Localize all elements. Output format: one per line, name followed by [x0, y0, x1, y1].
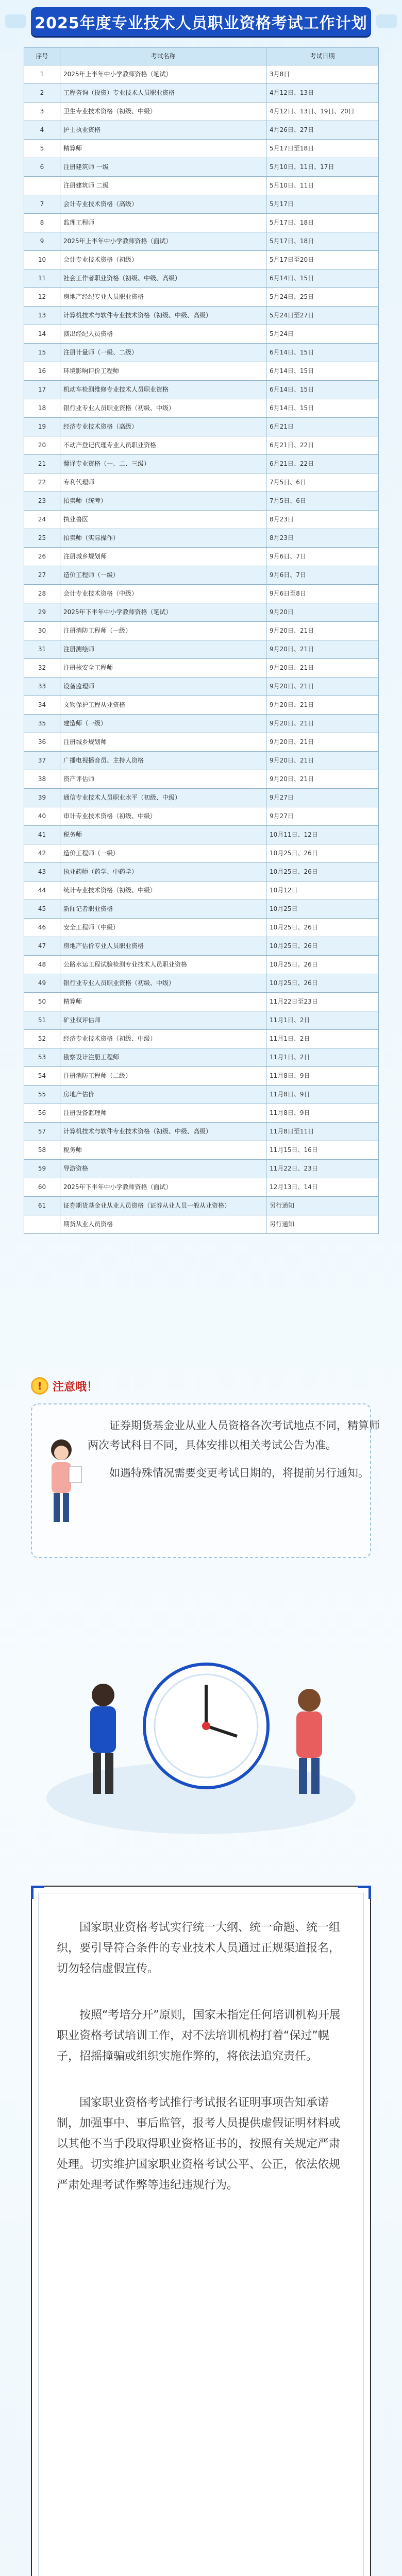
table-row	[24, 251, 379, 269]
cell-exam-date: 9月20日、21日	[266, 770, 379, 789]
cell-exam-date: 10月25日	[266, 900, 379, 919]
cell-exam-name: 监理工程师	[60, 214, 266, 232]
cell-exam-date: 4月12日、13日、19日、20日	[266, 103, 379, 121]
cell-number: 31	[24, 640, 60, 659]
cell-exam-name: 房地产经纪专业人员职业资格	[60, 288, 266, 307]
cell-exam-name: 注册设备监理师	[60, 1104, 266, 1123]
cell-exam-date: 11月8日、9日	[266, 1086, 379, 1104]
cell-exam-date: 10月25日、26日	[266, 937, 379, 956]
table-row	[24, 548, 379, 566]
table-row	[24, 1123, 379, 1141]
table-row	[24, 473, 379, 492]
cell-number: 2	[24, 84, 60, 103]
table-row	[24, 863, 379, 882]
cell-exam-date: 9月20日、21日	[266, 733, 379, 752]
frame-paragraph-2: 按照“考培分开”原则，国家未指定任何培训机构开展职业资格考试培训工作，对不法培训机构打着“保过”幌子，招摇撞骗或组织实施作弊的，将依法追究责任。	[57, 2009, 341, 2063]
cell-exam-date: 11月1日、2日	[266, 1011, 379, 1030]
cell-number: 61	[24, 1197, 60, 1215]
table-row	[24, 1160, 379, 1178]
cell-exam-name: 注册城乡规划师	[60, 733, 266, 752]
cell-exam-name: 2025年下半年中小学教师资格（笔试）	[60, 603, 266, 622]
table-row	[24, 362, 379, 381]
cell-exam-name: 证券期货基金业从业人员资格（证券从业人员一般从业资格）	[60, 1197, 266, 1215]
cell-exam-name: 造价工程师（一级）	[60, 566, 266, 585]
cell-number: 1	[24, 65, 60, 84]
table-row	[24, 770, 379, 789]
cell-exam-date: 11月8日、9日	[266, 1067, 379, 1086]
cell-exam-date: 5月10日、11日、17日	[266, 158, 379, 177]
cell-number: 41	[24, 826, 60, 844]
cell-exam-name: 精算师	[60, 993, 266, 1011]
cell-number: 14	[24, 325, 60, 344]
cell-exam-date: 5月24日至27日	[266, 307, 379, 325]
cell-exam-name: 房地产估价	[60, 1086, 266, 1104]
cell-exam-name: 环境影响评价工程师	[60, 362, 266, 381]
table-row	[24, 919, 379, 937]
cell-number: 19	[24, 418, 60, 436]
notice-heading-text: 注意哦！	[53, 1380, 98, 1394]
cell-exam-date: 11月22日、23日	[266, 1160, 379, 1178]
table-row	[24, 585, 379, 603]
cell-exam-date: 4月12日、13日	[266, 84, 379, 103]
cell-number: 45	[24, 900, 60, 919]
table-row	[24, 640, 379, 659]
cell-number: 15	[24, 344, 60, 362]
cell-number: 36	[24, 733, 60, 752]
cell-exam-date: 9月20日、21日	[266, 752, 379, 770]
cell-exam-name: 拍卖师（统考）	[60, 492, 266, 511]
cell-exam-date: 11月8日、9日	[266, 1104, 379, 1123]
table-row	[24, 882, 379, 900]
lightbulb-icon: !	[31, 1377, 48, 1395]
cell-number: 10	[24, 251, 60, 269]
cell-exam-name: 注册核安全工程师	[60, 659, 266, 677]
cell-exam-date: 6月21日、22日	[266, 436, 379, 455]
frame-corner-top-right	[358, 1886, 371, 1899]
cell-exam-date: 5月17日至18日	[266, 140, 379, 158]
cell-number: 13	[24, 307, 60, 325]
cell-exam-date: 9月20日、21日	[266, 677, 379, 696]
table-row	[24, 529, 379, 548]
cell-exam-date: 另行通知	[266, 1197, 379, 1215]
table-row	[24, 974, 379, 993]
table-row	[24, 269, 379, 288]
table-row	[24, 399, 379, 418]
table-row	[24, 1067, 379, 1086]
cell-number: 33	[24, 677, 60, 696]
cell-exam-name: 执业药师（药学、中药学）	[60, 863, 266, 882]
cell-exam-name: 房地产估价专业人员职业资格	[60, 937, 266, 956]
cell-exam-name: 注册测绘师	[60, 640, 266, 659]
cell-number: 52	[24, 1030, 60, 1048]
cell-exam-name: 新闻记者职业资格	[60, 900, 266, 919]
cell-exam-name: 会计专业技术资格（中级）	[60, 585, 266, 603]
cell-exam-name: 注册消防工程师（二级）	[60, 1067, 266, 1086]
table-row	[24, 752, 379, 770]
cell-number: 11	[24, 269, 60, 288]
table-row	[24, 158, 379, 177]
table-row	[24, 455, 379, 473]
cell-exam-name: 注册建筑师 二级	[60, 177, 266, 195]
cell-number: 46	[24, 919, 60, 937]
exam-schedule-table	[24, 47, 379, 1234]
cell-exam-name: 卫生专业技术资格（初级、中级）	[60, 103, 266, 121]
cell-exam-date: 11月22日至23日	[266, 993, 379, 1011]
cell-exam-date: 6月14日、15日	[266, 381, 379, 399]
cell-number: 56	[24, 1104, 60, 1123]
cell-exam-name: 经济专业技术资格（初级、中级）	[60, 1030, 266, 1048]
cell-exam-name: 文物保护工程从业资格	[60, 696, 266, 715]
cell-number: 47	[24, 937, 60, 956]
cell-exam-date: 10月12日	[266, 882, 379, 900]
cell-number: 30	[24, 622, 60, 640]
cell-exam-date: 9月20日、21日	[266, 696, 379, 715]
cell-exam-date: 9月20日、21日	[266, 659, 379, 677]
column-header-exam-name: 考试名称	[60, 48, 266, 65]
cell-exam-name: 执业兽医	[60, 511, 266, 529]
table-header-row	[24, 48, 379, 65]
cell-exam-name: 计算机技术与软件专业技术资格（初级、中级、高级）	[60, 307, 266, 325]
cell-exam-date: 5月17日、18日	[266, 214, 379, 232]
cell-exam-date: 6月21日、22日	[266, 455, 379, 473]
table-row	[24, 1048, 379, 1067]
cell-exam-name: 会计专业技术资格（初级）	[60, 251, 266, 269]
table-row	[24, 325, 379, 344]
table-row	[24, 65, 379, 84]
cell-exam-name: 税务师	[60, 826, 266, 844]
frame-paragraph-3: 国家职业资格考试推行考试报名证明事项告知承诺制，加强事中、事后监管，报考人员提供虚假证明材料或以其他不当手段取得职业资格证书的，按照有关规定严肃处理。切实维护国家职业资格考试公平、公正，依法依规严肃处理考试作弊等违纪违规行为。	[57, 2096, 341, 2192]
cell-exam-date: 10月25日、26日	[266, 919, 379, 937]
cell-exam-name: 设备监理师	[60, 677, 266, 696]
cell-number: 58	[24, 1141, 60, 1160]
cell-exam-name: 公路水运工程试验检测专业技术人员职业资格	[60, 956, 266, 974]
cell-exam-date: 11月15日、16日	[266, 1141, 379, 1160]
cell-exam-date: 9月27日	[266, 789, 379, 807]
table-row	[24, 121, 379, 140]
cell-number	[24, 177, 60, 195]
cell-exam-name: 注册计量师（一级、二级）	[60, 344, 266, 362]
cell-number: 59	[24, 1160, 60, 1178]
cell-exam-name: 税务师	[60, 1141, 266, 1160]
cell-number: 51	[24, 1011, 60, 1030]
table-row	[24, 622, 379, 640]
cell-exam-date: 10月25日、26日	[266, 863, 379, 882]
cell-exam-name: 计算机技术与软件专业技术资格（初级、中级、高级）	[60, 1123, 266, 1141]
cell-number: 5	[24, 140, 60, 158]
cell-number: 34	[24, 696, 60, 715]
table-row	[24, 232, 379, 251]
frame-body	[57, 1918, 347, 2222]
cell-exam-date: 5月17日、18日	[266, 232, 379, 251]
cell-number: 32	[24, 659, 60, 677]
cell-number: 48	[24, 956, 60, 974]
cell-exam-name: 精算师	[60, 140, 266, 158]
cell-exam-name: 银行业专业人员职业资格（初级、中级）	[60, 399, 266, 418]
table-row	[24, 84, 379, 103]
cell-number: 44	[24, 882, 60, 900]
table-row	[24, 214, 379, 232]
notice-paragraph-1: 证券期货基金业从业人员资格各次考试地点不同，精算师两次考试科目不同，具体安排以相关考试公告为准。	[88, 1419, 380, 1451]
cell-number: 35	[24, 715, 60, 733]
table-row	[24, 195, 379, 214]
cell-exam-date: 10月11日、12日	[266, 826, 379, 844]
cell-number: 3	[24, 103, 60, 121]
cell-exam-name: 注册城乡规划师	[60, 548, 266, 566]
cell-exam-date: 3月8日	[266, 65, 379, 84]
cell-number: 25	[24, 529, 60, 548]
cell-exam-date: 9月6日、7日	[266, 548, 379, 566]
cell-exam-name: 工程咨询（投资）专业技术人员职业资格	[60, 84, 266, 103]
cell-exam-date: 5月17日	[266, 195, 379, 214]
cell-exam-name: 机动车检测维修专业技术人员职业资格	[60, 381, 266, 399]
cell-exam-name: 演出经纪人员资格	[60, 325, 266, 344]
cell-exam-name: 会计专业技术资格（高级）	[60, 195, 266, 214]
cell-number: 60	[24, 1178, 60, 1197]
cell-exam-date: 12月13日、14日	[266, 1178, 379, 1197]
table-row	[24, 1215, 379, 1234]
frame-corner-top-left	[31, 1886, 44, 1899]
cell-exam-date: 10月25日、26日	[266, 974, 379, 993]
cell-number: 24	[24, 511, 60, 529]
table-row	[24, 1011, 379, 1030]
table-row	[24, 900, 379, 919]
cell-exam-name: 专利代理师	[60, 473, 266, 492]
column-header-number: 序号	[24, 48, 60, 65]
table-row	[24, 937, 379, 956]
column-header-exam-date: 考试日期	[266, 48, 379, 65]
title-banner	[31, 7, 371, 36]
exam-schedule-table-wrapper	[24, 47, 378, 1234]
table-row	[24, 993, 379, 1011]
cell-exam-date: 5月17日至20日	[266, 251, 379, 269]
banner-decoration-right	[376, 14, 397, 28]
cell-exam-date: 9月20日、21日	[266, 640, 379, 659]
cell-exam-date: 9月20日、21日	[266, 715, 379, 733]
cell-exam-name: 护士执业资格	[60, 121, 266, 140]
cell-exam-name: 勘察设计注册工程师	[60, 1048, 266, 1067]
cell-number: 42	[24, 844, 60, 863]
cell-number: 6	[24, 158, 60, 177]
cell-number: 39	[24, 789, 60, 807]
cell-exam-name: 广播电视播音员、主持人资格	[60, 752, 266, 770]
table-row	[24, 659, 379, 677]
cell-exam-name: 2025年上半年中小学教师资格（笔试）	[60, 65, 266, 84]
cell-exam-date: 5月10日、11日	[266, 177, 379, 195]
cell-exam-name: 注册消防工程师（一级）	[60, 622, 266, 640]
table-row	[24, 1197, 379, 1215]
cell-number: 57	[24, 1123, 60, 1141]
page-title: 2025年度专业技术人员职业资格考试工作计划	[35, 14, 367, 32]
table-row	[24, 844, 379, 863]
cell-exam-date: 9月6日至8日	[266, 585, 379, 603]
cell-number: 29	[24, 603, 60, 622]
cell-exam-date: 9月20日	[266, 603, 379, 622]
cell-number: 4	[24, 121, 60, 140]
cell-exam-name: 拍卖师（实际操作）	[60, 529, 266, 548]
cell-exam-date: 5月24日	[266, 325, 379, 344]
cell-number: 7	[24, 195, 60, 214]
cell-exam-name: 导游资格	[60, 1160, 266, 1178]
notice-body	[88, 1416, 381, 1491]
cell-exam-date: 11月8日至11日	[266, 1123, 379, 1141]
cell-exam-date: 11月1日、2日	[266, 1030, 379, 1048]
cell-exam-name: 矿业权评估师	[60, 1011, 266, 1030]
table-row	[24, 1141, 379, 1160]
cell-number: 43	[24, 863, 60, 882]
table-row	[24, 436, 379, 455]
table-row	[24, 418, 379, 436]
cell-exam-date: 6月14日、15日	[266, 362, 379, 381]
table-row	[24, 956, 379, 974]
cell-exam-date: 5月24日、25日	[266, 288, 379, 307]
cell-exam-name: 统计专业技术资格（初级、中级）	[60, 882, 266, 900]
cell-number: 26	[24, 548, 60, 566]
table-row	[24, 696, 379, 715]
regulation-notice-frame	[31, 1886, 371, 2576]
cell-number: 53	[24, 1048, 60, 1067]
table-row	[24, 177, 379, 195]
cell-exam-name: 造价工程师（一级）	[60, 844, 266, 863]
cell-exam-name: 不动产登记代理专业人员职业资格	[60, 436, 266, 455]
notice-heading	[31, 1375, 98, 1397]
notice-section	[31, 1375, 380, 1601]
table-row	[24, 381, 379, 399]
table-row	[24, 140, 379, 158]
cell-exam-date: 10月25日、26日	[266, 844, 379, 863]
cell-number: 12	[24, 288, 60, 307]
cell-exam-name: 注册建筑师 一级	[60, 158, 266, 177]
table-row	[24, 715, 379, 733]
cell-number: 27	[24, 566, 60, 585]
people-with-clock-illustration	[31, 1628, 371, 1844]
cell-number: 22	[24, 473, 60, 492]
cell-exam-name: 安全工程师（中级）	[60, 919, 266, 937]
table-row	[24, 1086, 379, 1104]
table-row	[24, 288, 379, 307]
table-row	[24, 103, 379, 121]
cell-number	[24, 1215, 60, 1234]
cell-number: 16	[24, 362, 60, 381]
table-row	[24, 1030, 379, 1048]
cell-exam-date: 11月1日、2日	[266, 1048, 379, 1067]
cell-number: 55	[24, 1086, 60, 1104]
cell-exam-name: 2025年下半年中小学教师资格（面试）	[60, 1178, 266, 1197]
table-row	[24, 677, 379, 696]
cell-number: 37	[24, 752, 60, 770]
table-row	[24, 603, 379, 622]
table-row	[24, 807, 379, 826]
cell-number: 40	[24, 807, 60, 826]
cell-exam-date: 9月6日、7日	[266, 566, 379, 585]
cell-exam-date: 9月20日、21日	[266, 622, 379, 640]
cell-exam-name: 审计专业技术资格（初级、中级）	[60, 807, 266, 826]
cell-exam-date: 6月14日、15日	[266, 344, 379, 362]
girl-illustration	[38, 1435, 85, 1528]
table-row	[24, 826, 379, 844]
table-row	[24, 1178, 379, 1197]
table-row	[24, 307, 379, 325]
cell-number: 9	[24, 232, 60, 251]
cell-number: 38	[24, 770, 60, 789]
table-row	[24, 789, 379, 807]
cell-exam-name: 2025年上半年中小学教师资格（面试）	[60, 232, 266, 251]
cell-exam-date: 7月5日、6日	[266, 473, 379, 492]
cell-exam-date: 6月14日、15日	[266, 399, 379, 418]
cell-exam-date: 另行通知	[266, 1215, 379, 1234]
cell-exam-name: 翻译专业资格（一、二、三级）	[60, 455, 266, 473]
cell-number: 50	[24, 993, 60, 1011]
cell-exam-date: 6月21日	[266, 418, 379, 436]
table-row	[24, 344, 379, 362]
cell-exam-date: 8月23日	[266, 511, 379, 529]
cell-exam-date: 9月27日	[266, 807, 379, 826]
table-body	[24, 65, 379, 1234]
cell-exam-name: 期货从业人员资格	[60, 1215, 266, 1234]
table-row	[24, 492, 379, 511]
cell-number: 17	[24, 381, 60, 399]
cell-number: 23	[24, 492, 60, 511]
cell-exam-date: 6月14日、15日	[266, 269, 379, 288]
cell-exam-date: 10月25日、26日	[266, 956, 379, 974]
cell-exam-name: 经济专业技术资格（高级）	[60, 418, 266, 436]
cell-exam-date: 7月5日、6日	[266, 492, 379, 511]
cell-number: 54	[24, 1067, 60, 1086]
cell-number: 8	[24, 214, 60, 232]
table-row	[24, 566, 379, 585]
cell-number: 18	[24, 399, 60, 418]
cell-exam-name: 银行业专业人员职业资格（初级、中级）	[60, 974, 266, 993]
cell-number: 20	[24, 436, 60, 455]
cell-exam-name: 社会工作者职业资格（初级、中级、高级）	[60, 269, 266, 288]
cell-number: 49	[24, 974, 60, 993]
frame-paragraph-1: 国家职业资格考试实行统一大纲、统一命题、统一组织，要引导符合条件的专业技术人员通过正规渠道报名，切勿轻信虚假宣传。	[57, 1921, 341, 1975]
cell-exam-name: 建造师（一级）	[60, 715, 266, 733]
cell-number: 28	[24, 585, 60, 603]
cell-exam-date: 8月23日	[266, 529, 379, 548]
table-row	[24, 511, 379, 529]
banner-decoration-left	[5, 14, 26, 28]
cell-exam-date: 4月26日、27日	[266, 121, 379, 140]
cell-exam-name: 资产评估师	[60, 770, 266, 789]
table-row	[24, 1104, 379, 1123]
cell-number: 21	[24, 455, 60, 473]
notice-paragraph-2: 如遇特殊情况需要变更考试日期的，将提前另行通知。	[109, 1467, 369, 1479]
cell-exam-name: 通信专业技术人员职业水平（初级、中级）	[60, 789, 266, 807]
table-row	[24, 733, 379, 752]
